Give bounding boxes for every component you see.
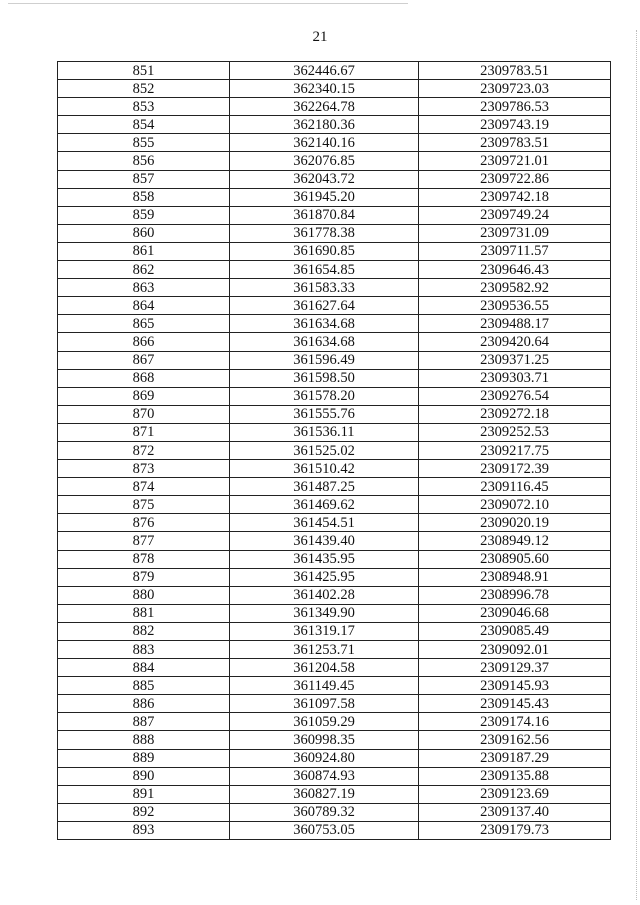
table-row <box>58 532 611 550</box>
x-coordinate-cell: 361945.20 <box>230 188 419 206</box>
x-coordinate-cell: 361204.58 <box>230 659 419 677</box>
y-coordinate-cell: 2308948.91 <box>419 568 611 586</box>
x-coordinate-cell: 361634.68 <box>230 315 419 333</box>
y-coordinate-cell: 2309172.39 <box>419 460 611 478</box>
y-coordinate-cell: 2309123.69 <box>419 785 611 803</box>
x-coordinate-cell: 362340.15 <box>230 80 419 98</box>
x-coordinate-cell: 361870.84 <box>230 206 419 224</box>
y-coordinate-cell: 2309723.03 <box>419 80 611 98</box>
y-coordinate-cell: 2309371.25 <box>419 351 611 369</box>
x-coordinate-cell: 361627.64 <box>230 297 419 315</box>
x-coordinate-cell: 362043.72 <box>230 170 419 188</box>
table-row <box>58 279 611 297</box>
point-number-cell: 865 <box>58 315 230 333</box>
y-coordinate-cell: 2309020.19 <box>419 514 611 532</box>
table-row <box>58 62 611 80</box>
y-coordinate-cell: 2309742.18 <box>419 188 611 206</box>
point-number-cell: 852 <box>58 80 230 98</box>
table-row <box>58 98 611 116</box>
table-row <box>58 550 611 568</box>
point-number-cell: 892 <box>58 803 230 821</box>
point-number-cell: 869 <box>58 387 230 405</box>
point-number-cell: 868 <box>58 369 230 387</box>
point-number-cell: 851 <box>58 62 230 80</box>
table-row <box>58 514 611 532</box>
y-coordinate-cell: 2309722.86 <box>419 170 611 188</box>
table-row <box>58 170 611 188</box>
y-coordinate-cell: 2309174.16 <box>419 713 611 731</box>
y-coordinate-cell: 2309711.57 <box>419 242 611 260</box>
point-number-cell: 884 <box>58 659 230 677</box>
table-row <box>58 423 611 441</box>
table-row <box>58 568 611 586</box>
y-coordinate-cell: 2309272.18 <box>419 405 611 423</box>
x-coordinate-cell: 361634.68 <box>230 333 419 351</box>
y-coordinate-cell: 2309072.10 <box>419 496 611 514</box>
table-row <box>58 677 611 695</box>
y-coordinate-cell: 2308905.60 <box>419 550 611 568</box>
point-number-cell: 866 <box>58 333 230 351</box>
x-coordinate-cell: 360998.35 <box>230 731 419 749</box>
y-coordinate-cell: 2309137.40 <box>419 803 611 821</box>
table-row <box>58 297 611 315</box>
x-coordinate-cell: 360874.93 <box>230 767 419 785</box>
table-row <box>58 405 611 423</box>
x-coordinate-cell: 361097.58 <box>230 695 419 713</box>
table-row <box>58 369 611 387</box>
point-number-cell: 872 <box>58 441 230 459</box>
y-coordinate-cell: 2309116.45 <box>419 478 611 496</box>
table-row <box>58 441 611 459</box>
x-coordinate-cell: 361510.42 <box>230 460 419 478</box>
x-coordinate-cell: 360753.05 <box>230 821 419 839</box>
y-coordinate-cell: 2309129.37 <box>419 659 611 677</box>
y-coordinate-cell: 2309303.71 <box>419 369 611 387</box>
x-coordinate-cell: 362140.16 <box>230 134 419 152</box>
point-number-cell: 853 <box>58 98 230 116</box>
table-row <box>58 803 611 821</box>
y-coordinate-cell: 2309145.93 <box>419 677 611 695</box>
y-coordinate-cell: 2309536.55 <box>419 297 611 315</box>
table-row <box>58 80 611 98</box>
y-coordinate-cell: 2309488.17 <box>419 315 611 333</box>
point-number-cell: 879 <box>58 568 230 586</box>
y-coordinate-cell: 2309731.09 <box>419 224 611 242</box>
table-row <box>58 116 611 134</box>
point-number-cell: 888 <box>58 731 230 749</box>
y-coordinate-cell: 2309217.75 <box>419 441 611 459</box>
point-number-cell: 864 <box>58 297 230 315</box>
point-number-cell: 893 <box>58 821 230 839</box>
table-row <box>58 731 611 749</box>
point-number-cell: 877 <box>58 532 230 550</box>
table-row <box>58 333 611 351</box>
point-number-cell: 862 <box>58 261 230 279</box>
point-number-cell: 863 <box>58 279 230 297</box>
y-coordinate-cell: 2308949.12 <box>419 532 611 550</box>
point-number-cell: 861 <box>58 242 230 260</box>
x-coordinate-cell: 361469.62 <box>230 496 419 514</box>
y-coordinate-cell: 2309162.56 <box>419 731 611 749</box>
y-coordinate-cell: 2309721.01 <box>419 152 611 170</box>
table-row <box>58 315 611 333</box>
point-number-cell: 887 <box>58 713 230 731</box>
point-number-cell: 870 <box>58 405 230 423</box>
y-coordinate-cell: 2309420.64 <box>419 333 611 351</box>
x-coordinate-cell: 362446.67 <box>230 62 419 80</box>
x-coordinate-cell: 361439.40 <box>230 532 419 550</box>
table-row <box>58 460 611 478</box>
page-number: 21 <box>312 29 328 45</box>
y-coordinate-cell: 2309743.19 <box>419 116 611 134</box>
point-number-cell: 871 <box>58 423 230 441</box>
point-number-cell: 886 <box>58 695 230 713</box>
point-number-cell: 854 <box>58 116 230 134</box>
table-row <box>58 387 611 405</box>
x-coordinate-cell: 361596.49 <box>230 351 419 369</box>
x-coordinate-cell: 361525.02 <box>230 441 419 459</box>
point-number-cell: 859 <box>58 206 230 224</box>
table-row <box>58 351 611 369</box>
x-coordinate-cell: 361583.33 <box>230 279 419 297</box>
table-row <box>58 713 611 731</box>
y-coordinate-cell: 2309783.51 <box>419 62 611 80</box>
x-coordinate-cell: 361598.50 <box>230 369 419 387</box>
x-coordinate-cell: 361654.85 <box>230 261 419 279</box>
point-number-cell: 855 <box>58 134 230 152</box>
point-number-cell: 873 <box>58 460 230 478</box>
point-number-cell: 885 <box>58 677 230 695</box>
x-coordinate-cell: 361149.45 <box>230 677 419 695</box>
x-coordinate-cell: 361578.20 <box>230 387 419 405</box>
x-coordinate-cell: 361425.95 <box>230 568 419 586</box>
y-coordinate-cell: 2309783.51 <box>419 134 611 152</box>
table-row <box>58 261 611 279</box>
table-row <box>58 641 611 659</box>
x-coordinate-cell: 361454.51 <box>230 514 419 532</box>
y-coordinate-cell: 2309276.54 <box>419 387 611 405</box>
x-coordinate-cell: 361059.29 <box>230 713 419 731</box>
x-coordinate-cell: 361536.11 <box>230 423 419 441</box>
point-number-cell: 858 <box>58 188 230 206</box>
x-coordinate-cell: 361253.71 <box>230 641 419 659</box>
point-number-cell: 891 <box>58 785 230 803</box>
table-row <box>58 586 611 604</box>
coordinates-table <box>57 61 611 840</box>
table-row <box>58 206 611 224</box>
y-coordinate-cell: 2308996.78 <box>419 586 611 604</box>
point-number-cell: 857 <box>58 170 230 188</box>
table-row <box>58 767 611 785</box>
x-coordinate-cell: 362076.85 <box>230 152 419 170</box>
table-row <box>58 242 611 260</box>
x-coordinate-cell: 362264.78 <box>230 98 419 116</box>
top-scan-rule <box>8 3 408 4</box>
y-coordinate-cell: 2309135.88 <box>419 767 611 785</box>
x-coordinate-cell: 360827.19 <box>230 785 419 803</box>
table-row <box>58 604 611 622</box>
point-number-cell: 882 <box>58 622 230 640</box>
y-coordinate-cell: 2309252.53 <box>419 423 611 441</box>
y-coordinate-cell: 2309179.73 <box>419 821 611 839</box>
point-number-cell: 874 <box>58 478 230 496</box>
x-coordinate-cell: 360924.80 <box>230 749 419 767</box>
point-number-cell: 881 <box>58 604 230 622</box>
table-row <box>58 134 611 152</box>
x-coordinate-cell: 362180.36 <box>230 116 419 134</box>
right-margin-edge <box>636 30 637 900</box>
table-row <box>58 622 611 640</box>
point-number-cell: 878 <box>58 550 230 568</box>
table-row <box>58 821 611 839</box>
point-number-cell: 890 <box>58 767 230 785</box>
table-row <box>58 749 611 767</box>
y-coordinate-cell: 2309582.92 <box>419 279 611 297</box>
table-row <box>58 659 611 677</box>
point-number-cell: 883 <box>58 641 230 659</box>
table-row <box>58 496 611 514</box>
y-coordinate-cell: 2309187.29 <box>419 749 611 767</box>
x-coordinate-cell: 361487.25 <box>230 478 419 496</box>
table-row <box>58 785 611 803</box>
table-row <box>58 478 611 496</box>
y-coordinate-cell: 2309646.43 <box>419 261 611 279</box>
coordinates-table-body <box>58 62 611 840</box>
point-number-cell: 860 <box>58 224 230 242</box>
y-coordinate-cell: 2309092.01 <box>419 641 611 659</box>
x-coordinate-cell: 361402.28 <box>230 586 419 604</box>
table-row <box>58 188 611 206</box>
y-coordinate-cell: 2309085.49 <box>419 622 611 640</box>
x-coordinate-cell: 360789.32 <box>230 803 419 821</box>
x-coordinate-cell: 361690.85 <box>230 242 419 260</box>
table-row <box>58 152 611 170</box>
point-number-cell: 880 <box>58 586 230 604</box>
y-coordinate-cell: 2309145.43 <box>419 695 611 713</box>
x-coordinate-cell: 361555.76 <box>230 405 419 423</box>
point-number-cell: 875 <box>58 496 230 514</box>
y-coordinate-cell: 2309046.68 <box>419 604 611 622</box>
x-coordinate-cell: 361778.38 <box>230 224 419 242</box>
x-coordinate-cell: 361435.95 <box>230 550 419 568</box>
point-number-cell: 867 <box>58 351 230 369</box>
point-number-cell: 856 <box>58 152 230 170</box>
table-row <box>58 695 611 713</box>
point-number-cell: 889 <box>58 749 230 767</box>
table-row <box>58 224 611 242</box>
x-coordinate-cell: 361319.17 <box>230 622 419 640</box>
y-coordinate-cell: 2309749.24 <box>419 206 611 224</box>
y-coordinate-cell: 2309786.53 <box>419 98 611 116</box>
x-coordinate-cell: 361349.90 <box>230 604 419 622</box>
point-number-cell: 876 <box>58 514 230 532</box>
